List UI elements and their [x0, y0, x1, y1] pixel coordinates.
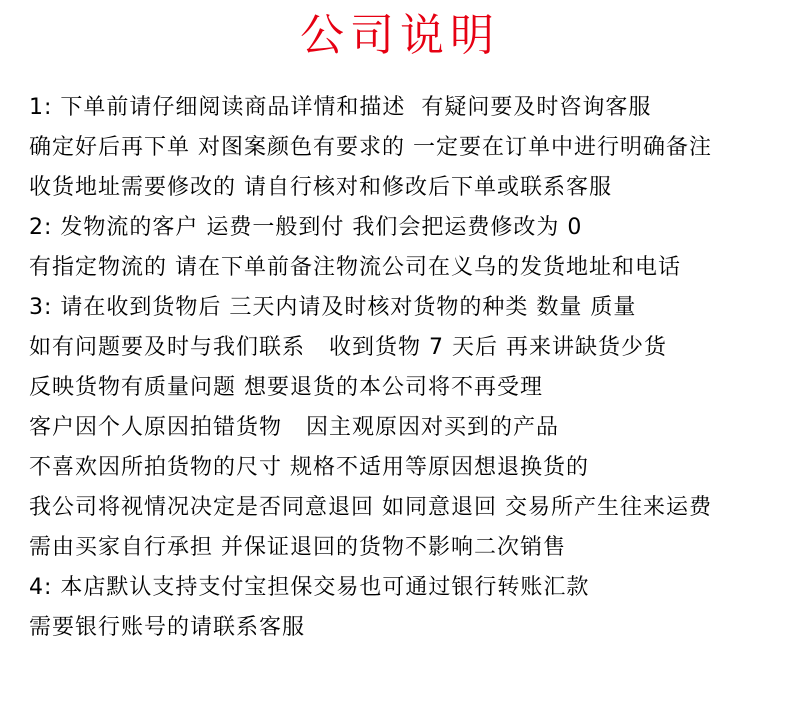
notice-line: 2: 发物流的客户 运费一般到付 我们会把运费修改为 0 — [29, 215, 583, 240]
notice-line: 我公司将视情况决定是否同意退回 如同意退回 交易所产生往来运费 — [29, 495, 712, 520]
notice-line: 4: 本店默认支持支付宝担保交易也可通过银行转账汇款 — [29, 575, 590, 600]
notice-lines — [29, 88, 791, 648]
notice-line: 反映货物有质量问题 想要退货的本公司将不再受理 — [29, 375, 543, 400]
notice-line: 3: 请在收到货物后 三天内请及时核对货物的种类 数量 质量 — [29, 295, 637, 320]
notice-line: 确定好后再下单 对图案颜色有要求的 一定要在订单中进行明确备注 — [29, 135, 712, 160]
notice-line: 不喜欢因所拍货物的尺寸 规格不适用等原因想退换货的 — [29, 455, 589, 480]
page-title: 公司说明 — [300, 10, 500, 61]
notice-line: 需由买家自行承担 并保证退回的货物不影响二次销售 — [29, 535, 566, 560]
notice-line: 如有问题要及时与我们联系 收到货物 7 天后 再来讲缺货少货 — [29, 335, 667, 360]
notice-line: 需要银行账号的请联系客服 — [29, 615, 306, 640]
notice-line: 有指定物流的 请在下单前备注物流公司在义乌的发货地址和电话 — [29, 255, 681, 280]
notice-line: 客户因个人原因拍错货物 因主观原因对买到的产品 — [29, 415, 559, 440]
notice-line: 收货地址需要修改的 请自行核对和修改后下单或联系客服 — [29, 175, 612, 200]
notice-line: 1: 下单前请仔细阅读商品详情和描述 有疑问要及时咨询客服 — [29, 95, 652, 120]
